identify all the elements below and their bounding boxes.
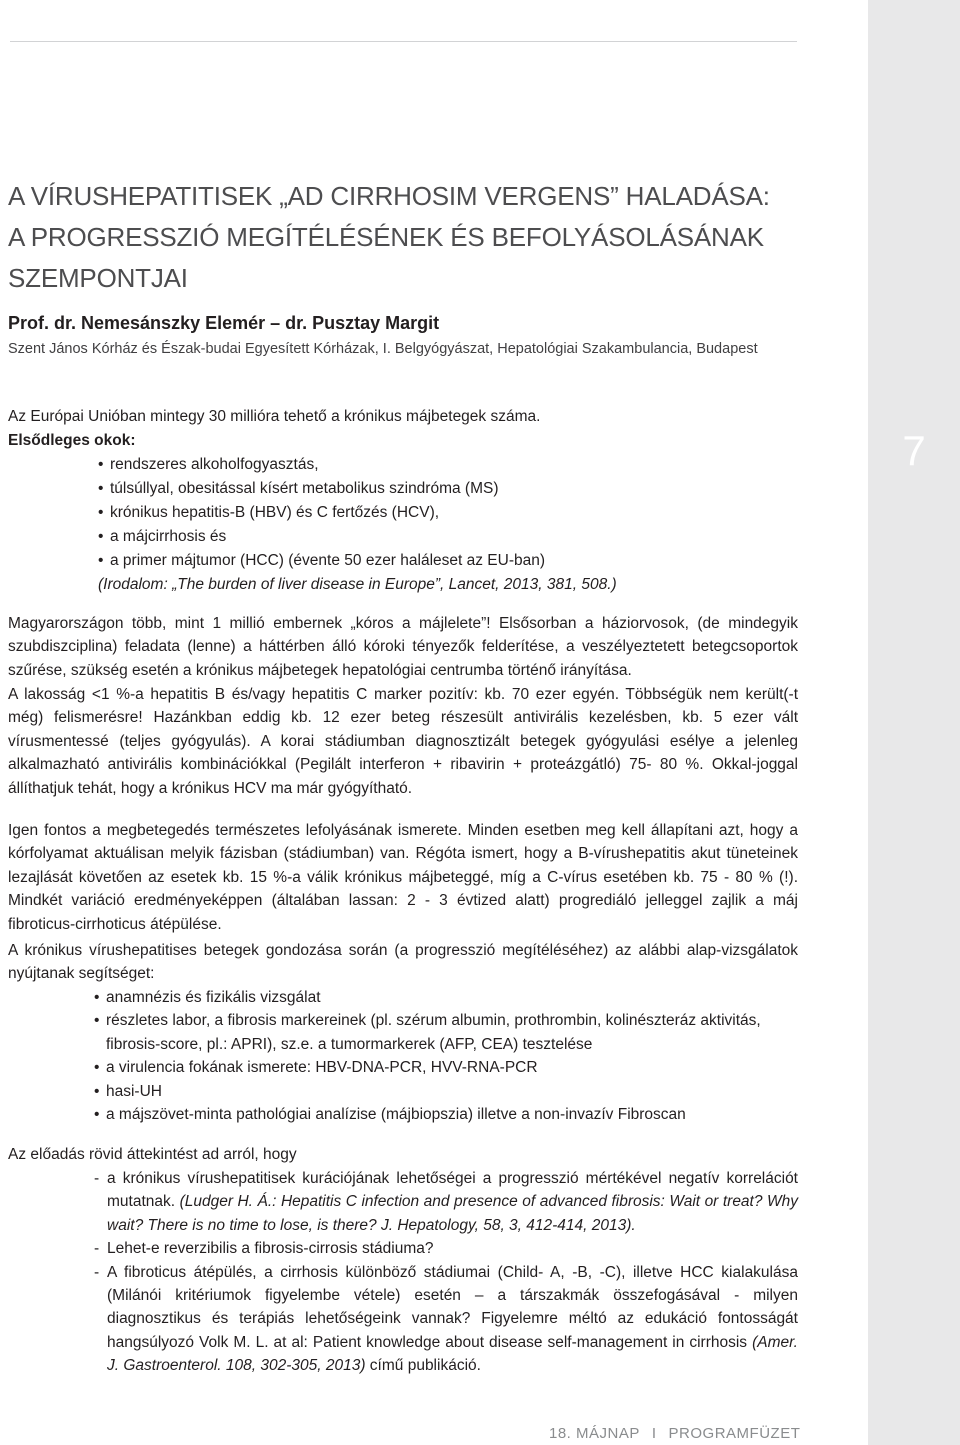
intro-section (8, 405, 798, 597)
summary-item-3-ref: (Amer. J. Gastroenterol. 108, 302-305, 2013) (107, 1333, 798, 1375)
top-rule (10, 41, 797, 42)
exams-list (94, 986, 798, 1126)
summary-list (94, 1167, 798, 1378)
list-item: • a primer májtumor (HCC) (évente 50 ezer haláleset az EU-ban) (98, 549, 798, 573)
side-band (868, 0, 960, 1445)
footer (549, 1425, 800, 1442)
footer-separator: I (651, 1425, 657, 1442)
paragraph-3: Igen fontos a megbetegedés természetes lefolyásának ismerete. Minden esetben meg kell állapítani azt, hogy a kórfolyamat aktuálisan melyik fázisban (stádiumban) van. Régóta ismert, hogy a B-vírushepatitis akut tüneteinek lezajlását követően az esetek kb. 15 %-a válik krónikus májbeteggé, míg a C-vírus esetében kb. 75 - 80 % (!). Mindkét variáció eredményeképpen (általában lassan: 2 - 3 évtized alatt) progrediáló jelleggel zajlik a máj fibroticus-cirrhoticus átépülése. (8, 822, 798, 933)
summary-item-3-text: A fibroticus átépülés, a cirrhosis különböző stádiumai (Child- A, -B, -C), illetve HCC kialakulása (Milánói kritériumok figyelembe vétele) esetén – a társzakmák összefogásával - milyen diagnosztikus és terápiás lehetőségeink vannak? Figyelemre méltó az edukáció fontosságát hangsúlyozó Volk M. L. at al: Patient knowledge about disease self-management in cirrhosis (107, 1263, 798, 1351)
summary-item-2-text: Lehet-e reverzibilis a fibrosis-cirrosis stádiuma? (107, 1240, 434, 1258)
intro-line: Az Európai Unióban mintegy 30 millióra tehető a krónikus májbetegek száma. (8, 408, 541, 425)
title-line-2: A PROGRESSZIÓ MEGÍTÉLÉSÉNEK ÉS BEFOLYÁSOLÁSÁNAK (8, 222, 764, 252)
paragraph-4: A krónikus vírushepatitises betegek gondozása során (a progresszió megítéléséhez) az alábbi alap-vizsgálatok nyújtanak segítséget: (8, 942, 798, 983)
footer-publication: PROGRAMFÜZET (668, 1425, 801, 1442)
paragraph-1: Magyarországon több, mint 1 millió embernek „kóros a májlelete”! Elsősorban a háziorvosok, (de mindegyik szubdiszciplina) feladata (lenne) a háttérben álló kóroki tényezők felderítése, a veszélyeztetett betegcsoportok szűrése, szükség esetén a krónikus májbetegek hepatológiai centrumba történő irányítása. (8, 615, 798, 679)
summary-item-1-ref: (Ludger H. Á.: Hepatitis C infection and presence of advanced fibrosis: Wait or treat? Why wait? There is no time to lose, is there? J. Hepatology, 58, 3, 412-414, 2013). (107, 1193, 798, 1234)
list-item: • krónikus hepatitis-B (HBV) és C fertőzés (HCV), (98, 501, 798, 525)
list-item (94, 1261, 798, 1378)
page-number: 7 (902, 427, 926, 474)
footer-event: 18. MÁJNAP (549, 1425, 640, 1442)
causes-list (98, 453, 798, 573)
list-item: • anamnézis és fizikális vizsgálat (94, 986, 798, 1009)
list-item: • a májszövet-minta pathológiai analízise (májbiopszia) illetve a non-invazív Fibroscan (94, 1103, 798, 1126)
causes-heading: Elsődleges okok: (8, 432, 136, 449)
reference: (Irodalom: „The burden of liver disease in Europe”, Lancet, 2013, 381, 508.) (98, 576, 617, 593)
summary-item-1-text: a krónikus vírushepatitisek kurációjának lehetőségei a progresszió mértékével negatív korrelációt mutatnak. (107, 1170, 798, 1211)
list-item: • részletes labor, a fibrosis markereinek (pl. szérum albumin, prothrombin, kolinészteráz aktivitás, fibrosis-score, pl.: APRI), sz.e. a tumormarkerek (AFP, CEA) tesztelése (94, 1009, 798, 1056)
article-title (8, 176, 798, 299)
list-item: • túlsúllyal, obesitással kísért metabolikus szindróma (MS) (98, 477, 798, 501)
affiliation: Szent János Kórház és Észak-budai Egyesített Kórházak, I. Belgyógyászat, Hepatológiai Szakambulancia, Budapest (8, 341, 758, 357)
list-item: • hasi-UH (94, 1080, 798, 1103)
summary-item-3-tail: című publikáció. (365, 1357, 481, 1375)
list-item (94, 1237, 798, 1260)
list-item: • a virulencia fokának ismerete: HBV-DNA-PCR, HVV-RNA-PCR (94, 1056, 798, 1079)
authors: Prof. dr. Nemesánszky Elemér – dr. Pusztay Margit (8, 313, 440, 333)
paragraph-2: A lakosság <1 %-a hepatitis B és/vagy hepatitis C marker pozitív: kb. 70 ezer egyén. Többségük nem került(-t még) felismerésre! Hazánkban eddig kb. 12 ezer beteg részesült antivirális kezelésben, kb. 5 ezer vált vírusmentessé (teljes gyógyulás). A korai stádiumban diagnosztizált betegek gyógyulási esélye a jelenleg alkalmazható antivirális kombinációkkal (Pegilált interferon + ribavirin + proteázgátló) 75- 80 %. Okkal-joggal állíthatjuk tehát, hogy a krónikus HCV ma már gyógyítható. (8, 686, 798, 797)
list-item: • a májcirrhosis és (98, 525, 798, 549)
title-line-3: SZEMPONTJAI (8, 263, 188, 293)
list-item (94, 1167, 798, 1237)
list-item: • rendszeres alkoholfogyasztás, (98, 453, 798, 477)
title-line-1: A VÍRUSHEPATITISEK „AD CIRRHOSIM VERGENS” HALADÁSA: (8, 181, 770, 211)
summary-lead: Az előadás rövid áttekintést ad arról, hogy (8, 1146, 297, 1163)
